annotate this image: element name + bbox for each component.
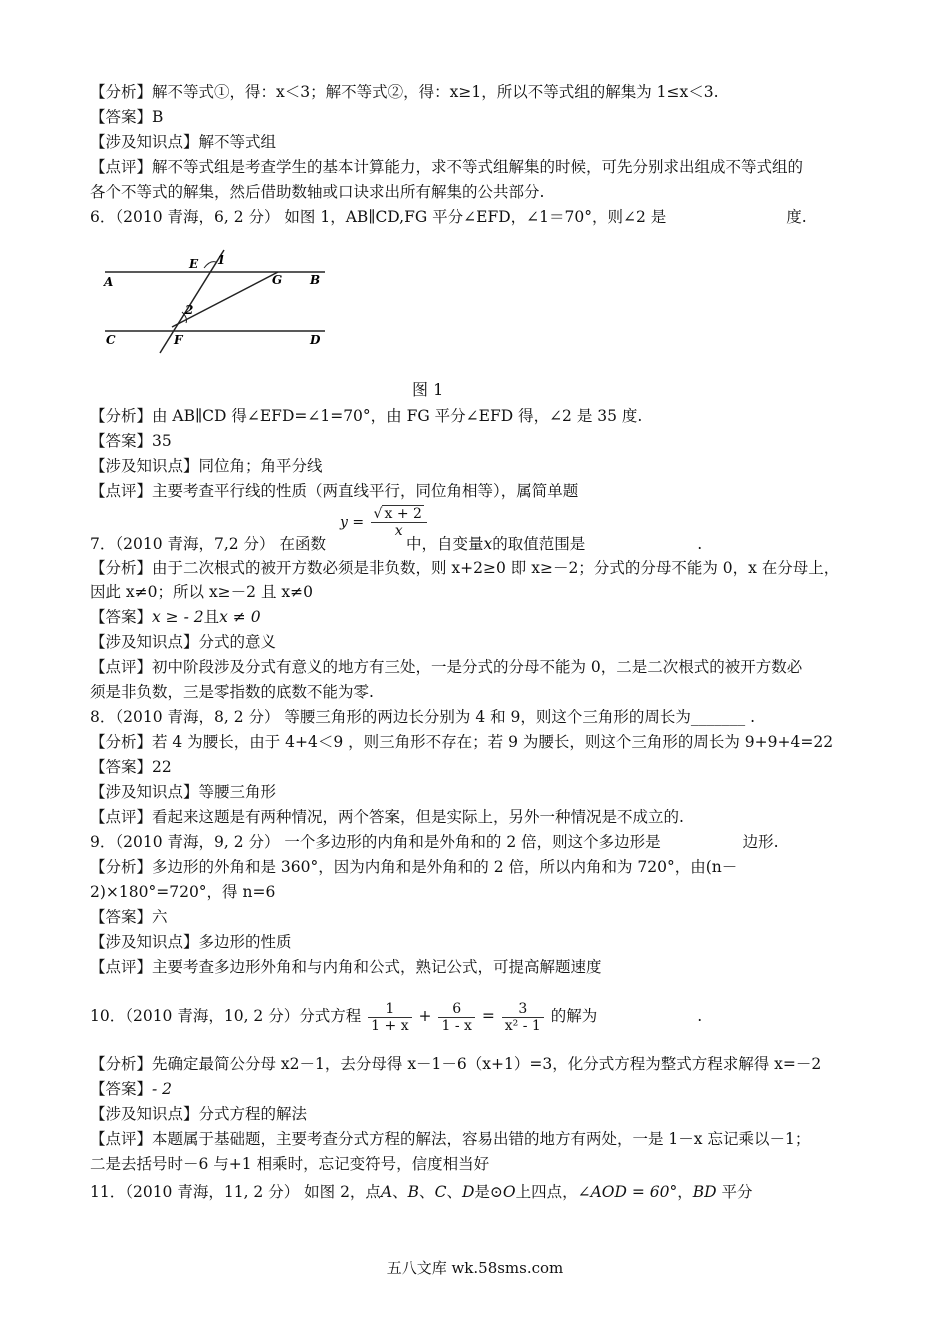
- q11-stem: 11．（2010 青海，11, 2 分） 如图 2，点A、B、C、D是⊙O上四点，∠AOD = 60°，BD 平分: [90, 1183, 753, 1201]
- q9-analysis-1: 【分析】多边形的外角和是 360°，因为内角和是外角和的 2 倍，所以内角和为 720°，由(n－: [90, 858, 738, 876]
- q9-knowledge: 【涉及知识点】多边形的性质: [90, 933, 292, 951]
- label-d: D: [310, 333, 321, 347]
- label-f: F: [174, 333, 183, 347]
- q7-analysis-1: 【分析】由于二次根式的被开方数必须是非负数，则 x+2≥0 即 x≥－2；分式的分母不能为 0，x 在分母上，: [90, 559, 840, 577]
- page-footer: 五八文库 wk.58sms.com: [386, 1259, 564, 1277]
- q10-comment-1: 【点评】本题属于基础题，主要考查分式方程的解法，容易出错的地方有两处，一是 1－x 忘记乘以－1；: [90, 1130, 811, 1148]
- label-1: 1: [217, 253, 226, 267]
- q8-answer: 【答案】22: [90, 758, 172, 776]
- q10-answer: 【答案】- 2: [90, 1080, 173, 1098]
- q7-analysis-2: 因此 x≠0；所以 x≥－2 且 x≠0: [90, 583, 313, 601]
- q8-knowledge: 【涉及知识点】等腰三角形: [90, 783, 277, 801]
- figure-1: [100, 248, 330, 360]
- q9-answer: 【答案】六: [90, 908, 168, 926]
- q10-comment-2: 二是去括号时－6 与+1 相乘时，忘记变符号，信度相当好: [90, 1155, 490, 1173]
- label-2: 2: [185, 303, 194, 317]
- q5-comment-1: 【点评】解不等式组是考查学生的基本计算能力，求不等式组解集的时候，可先分别求出组成不等式组的: [90, 158, 804, 176]
- q7-comment-2: 须是非负数，三是零指数的底数不能为零.: [90, 683, 374, 701]
- q6-comment: 【点评】主要考查平行线的性质（两直线平行，同位角相等），属简单题: [90, 482, 579, 500]
- q6-analysis: 【分析】由 AB∥CD 得∠EFD=∠1=70°，由 FG 平分∠EFD 得，∠2 是 35 度.: [90, 407, 643, 425]
- q8-stem: 8．（2010 青海，8, 2 分） 等腰三角形的两边长分别为 4 和 9，则这个三角形的周长为_______ .: [90, 708, 756, 726]
- figure-1-caption: 图 1: [412, 380, 444, 399]
- label-a: A: [104, 275, 114, 289]
- q7-stem: 7．（2010 青海，7,2 分） 在函数 中，自变量x的取值范围是 .: [90, 535, 703, 553]
- q5-analysis: 【分析】解不等式①，得：x＜3；解不等式②，得：x≥1，所以不等式组的解集为 1≤x＜3.: [90, 83, 719, 101]
- q10-stem: 10．（2010 青海，10, 2 分）分式方程 $\frac{1}{1 + x}$ + $\frac{6}{1 - x}$ = $\frac{3}{\text{x² - 1}}$ 的解为 .: [90, 1000, 703, 1034]
- q9-stem: 9．（2010 青海，9, 2 分） 一个多边形的内角和是外角和的 2 倍，则这个多边形是 边形.: [90, 833, 779, 851]
- q5-answer: 【答案】B: [90, 108, 164, 126]
- q7-formula: y = $\frac{√ x + 2}{x}$: [340, 506, 429, 539]
- q7-knowledge: 【涉及知识点】分式的意义: [90, 633, 277, 651]
- line-fg: [172, 272, 278, 327]
- q6-answer: 【答案】35: [90, 432, 172, 450]
- q9-comment: 【点评】主要考查多边形外角和与内角和公式，熟记公式，可提高解题速度: [90, 958, 602, 976]
- label-c: C: [106, 333, 116, 347]
- q6-stem: 6．（2010 青海，6, 2 分） 如图 1，AB∥CD,FG 平分∠EFD，∠1＝70°，则∠2 是 度.: [90, 208, 807, 226]
- q6-knowledge: 【涉及知识点】同位角；角平分线: [90, 457, 323, 475]
- label-b: B: [310, 273, 321, 287]
- q7-answer: 【答案】x ≥ - 2且x ≠ 0: [90, 608, 261, 626]
- q8-analysis: 【分析】若 4 为腰长，由于 4+4＜9 ，则三角形不存在；若 9 为腰长，则这个三角形的周长为 9+9+4=22: [90, 733, 834, 751]
- q10-analysis: 【分析】先确定最简公分母 x2－1，去分母得 x－1－6（x+1）=3，化分式方程为整式方程求解得 x=－2: [90, 1055, 822, 1073]
- q5-knowledge: 【涉及知识点】解不等式组: [90, 133, 277, 151]
- label-e: E: [189, 257, 199, 271]
- q8-comment: 【点评】看起来这题是有两种情况，两个答案，但是实际上，另外一种情况是不成立的.: [90, 808, 684, 826]
- q5-comment-2: 各个不等式的解集，然后借助数轴或口诀求出所有解集的公共部分.: [90, 183, 545, 201]
- q9-analysis-2: 2)×180°=720°，得 n=6: [90, 883, 276, 901]
- label-g: G: [272, 273, 283, 287]
- q7-comment-1: 【点评】初中阶段涉及分式有意义的地方有三处，一是分式的分母不能为 0，二是二次根式的被开方数必: [90, 658, 803, 676]
- q10-knowledge: 【涉及知识点】分式方程的解法: [90, 1105, 308, 1123]
